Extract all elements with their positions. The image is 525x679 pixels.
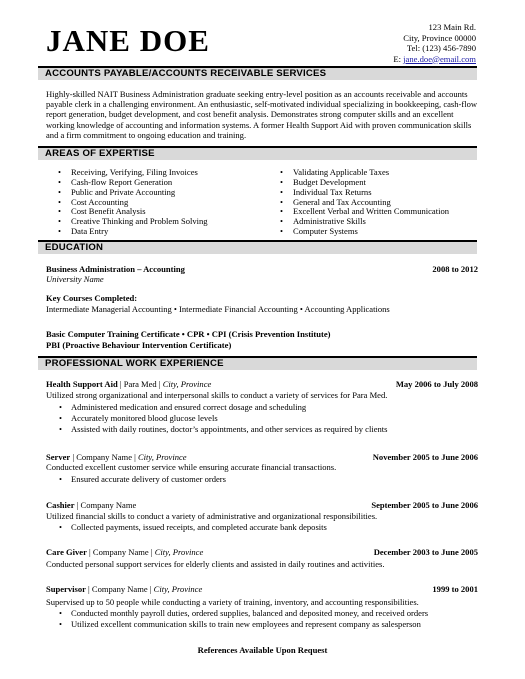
expertise-columns (46, 168, 478, 237)
list-item: • Validating Applicable Taxes (268, 168, 478, 178)
job-bullets (46, 474, 226, 485)
job-description: Utilized strong organizational and interpersonal skills to conduct a variety of services for Para Med. (46, 390, 388, 400)
objective-section-header: ACCOUNTS PAYABLE/ACCOUNTS RECEIVABLE SERVICES (38, 66, 477, 80)
job-description: Conducted excellent customer service while ensuring accurate financial transactions. (46, 462, 337, 472)
list-item: • Cash-flow Report Generation (46, 178, 268, 188)
job-header-row (46, 379, 478, 390)
job-company: Para Med (123, 379, 157, 389)
job-location: City, Province (154, 547, 204, 557)
job-bullets (46, 608, 428, 630)
experience-section-header: PROFESSIONAL WORK EXPERIENCE (38, 356, 477, 370)
list-item: • Ensured accurate delivery of customer orders (46, 474, 226, 485)
list-item: • Individual Tax Returns (268, 188, 478, 198)
job-dates: November 2005 to June 2006 (372, 452, 478, 462)
job-title: Cashier (46, 500, 75, 510)
job-description: Conducted personal support services for elderly clients and assisted in daily routines and activities. (46, 559, 385, 569)
job-company: Company Name (76, 452, 132, 462)
job-dates: December 2003 to June 2005 (373, 547, 478, 557)
job-header-row (46, 452, 478, 463)
list-item: • Creative Thinking and Problem Solving (46, 217, 268, 227)
address-line: 123 Main Rd. (428, 22, 476, 32)
job-heading: Health Support Aid | Para Med | City, Province (46, 379, 212, 389)
email-link[interactable]: jane.doe@email.com (403, 53, 476, 64)
certificates-line-1: Basic Computer Training Certificate • CPR • CPI (Crisis Prevention Institute) (46, 329, 331, 339)
list-item: • Public and Private Accounting (46, 188, 268, 198)
job-description: Utilized financial skills to conduct a variety of administrative and organizational responsibilities. (46, 511, 378, 521)
expertise-section-header: AREAS OF EXPERTISE (38, 146, 477, 160)
job-heading: Server | Company Name | City, Province (46, 452, 187, 462)
job-heading: Supervisor | Company Name | City, Province (46, 584, 203, 594)
education-degree-row (46, 264, 478, 275)
expertise-list-right (268, 168, 478, 237)
city-line: City, Province 00000 (403, 32, 476, 43)
job-heading: Cashier | Company Name (46, 500, 137, 510)
list-item: • Data Entry (46, 227, 268, 237)
job-dates: September 2005 to June 2006 (371, 500, 478, 510)
job-title: Health Support Aid (46, 379, 118, 389)
job-bullets (46, 402, 388, 435)
list-item: • Administered medication and ensured correct dosage and scheduling (46, 402, 388, 413)
list-item: • Excellent Verbal and Written Communication (268, 207, 478, 217)
job-heading: Care Giver | Company Name | City, Province (46, 547, 204, 557)
job-header-row (46, 500, 478, 511)
job-header-row (46, 584, 478, 595)
job-company: Company Name (92, 547, 149, 557)
list-item: • Collected payments, issued receipts, and completed accurate bank deposits (46, 522, 327, 533)
job-description: Supervised up to 50 people while conducting a variety of training, inventory, and accounting responsibilities. (46, 597, 419, 607)
list-item: • Utilized excellent communication skills to train new employees and represent company as salesperson (46, 619, 428, 630)
certificates-line-2: PBI (Proactive Behaviour Intervention Certificate) (46, 340, 232, 350)
job-title: Server (46, 452, 71, 462)
degree-title: Business Administration – Accounting (46, 264, 185, 274)
list-item: • Budget Development (268, 178, 478, 188)
list-item: • Computer Systems (268, 227, 478, 237)
list-item: • Cost Benefit Analysis (46, 207, 268, 217)
job-location: City, Province (162, 379, 212, 389)
expertise-list-left (46, 168, 268, 237)
candidate-name: JANE DOE (46, 23, 210, 58)
courses-list: Intermediate Managerial Accounting • Intermediate Financial Accounting • Accounting Applications (46, 304, 390, 314)
list-item: • Conducted monthly payroll duties, ordered supplies, balanced and deposited money, and received orders (46, 608, 428, 619)
summary-paragraph: Highly-skilled NAIT Business Administration graduate seeking entry-level position as an accounts receivable and accounts payable clerk in a challenging environment. An enthusiastic, self-motivated individual specializing in bookkeeping, cash-flow report generation, budget development, and cost benefit analysis. Demonstrates strong computer skills and an excellent working knowledge of accounting and information systems. A former Health Support Aid with proven communication skills and a firm commitment to ongoing education and training. (46, 89, 478, 140)
contact-block (393, 22, 476, 64)
email-prefix: E: (393, 53, 404, 64)
job-dates: 1999 to 2001 (432, 584, 478, 594)
education-section-header: EDUCATION (38, 240, 477, 254)
job-location: City, Province (137, 452, 187, 462)
job-bullets (46, 522, 327, 533)
list-item: • Cost Accounting (46, 198, 268, 208)
job-title: Care Giver (46, 547, 87, 557)
job-header-row (46, 547, 478, 558)
job-title: Supervisor (46, 584, 86, 594)
references-footer: References Available Upon Request (197, 645, 328, 655)
job-dates: May 2006 to July 2008 (395, 379, 478, 389)
job-location: City, Province (153, 584, 203, 594)
courses-title: Key Courses Completed: (46, 293, 138, 303)
list-item: • Administrative Skills (268, 217, 478, 227)
list-item: • Receiving, Verifying, Filing Invoices (46, 168, 268, 178)
phone-line: Tel: (123) 456-7890 (406, 43, 476, 53)
email-line (393, 54, 476, 65)
job-company: Company Name (91, 584, 148, 594)
list-item: • General and Tax Accounting (268, 198, 478, 208)
list-item: • Accurately monitored blood glucose levels (46, 413, 388, 424)
job-company: Company Name (80, 500, 137, 510)
degree-dates: 2008 to 2012 (432, 264, 478, 274)
school-name: University Name (46, 274, 104, 284)
list-item: • Assisted with daily routines, doctor’s appointments, and other services as required by clients (46, 424, 388, 435)
